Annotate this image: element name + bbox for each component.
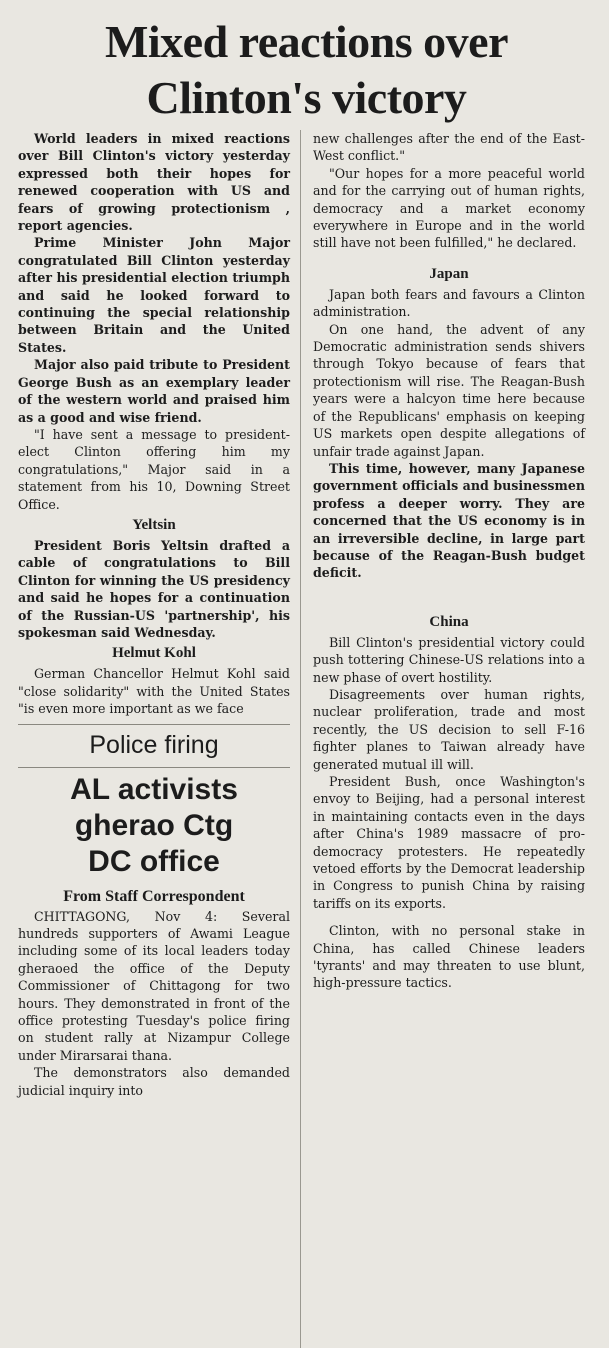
intro-paragraph: Prime Minister John Major congratulated Bill Clinton yesterday after his presidential election triumph and said he looked forward to continuing the special relationship between Britain and the United States. — [18, 235, 290, 355]
left-column — [18, 130, 290, 1099]
china-paragraph: President Bush, once Washington's envoy to Beijing, had a personal interest in maintaining contacts even in the days after China's 1989 massacre of pro-democracy protesters. He repeatedly vetoed efforts by the Democrat leadership in Congress to punish China by raising tariffs on its exports. — [313, 774, 585, 911]
right-column — [313, 130, 585, 992]
article-columns — [18, 130, 595, 1348]
china-paragraph: Bill Clinton's presidential victory could push tottering Chinese-US relations into a new phase of overt hostility. — [313, 634, 585, 685]
police-story-headline — [18, 772, 290, 880]
police-story-paragraph: The demonstrators also demanded judicial inquiry into — [18, 1065, 290, 1098]
headline-line-2: Clinton's victory — [146, 72, 467, 123]
police-headline-line-2: gherao Ctg — [74, 808, 234, 842]
kohl-paragraph: German Chancellor Helmut Kohl said "close solidarity" with the United States "is even more important as we face — [18, 666, 290, 717]
continuation-paragraph: "Our hopes for a more peaceful world and for the carrying out of human rights, democracy and a market economy everywhere in Europe and in the world still have not been fulfilled," he declared. — [313, 165, 585, 251]
headline-line-1: Mixed reactions over — [104, 16, 509, 67]
japan-paragraph: This time, however, many Japanese government officials and businessmen profess a deeper worry. They are concerned that the US economy is in an irreversible decline, in large part because of the Reagan-Bush budget deficit. — [313, 460, 585, 581]
police-story-kicker: Police firing — [89, 730, 219, 759]
japan-paragraph: Japan both fears and favours a Clinton administration. — [313, 286, 585, 320]
story-separator — [18, 724, 290, 725]
intro-paragraph: World leaders in mixed reactions over Bill Clinton's victory yesterday expressed both their hopes for renewed cooperation with US and fears of growing protectionism , report agencies. — [18, 131, 290, 234]
subheading-yeltsin: Yeltsin — [132, 516, 176, 533]
intro-paragraph: Major also paid tribute to President George Bush as an exemplary leader of the western world and praised him as a good and wise friend. — [18, 357, 290, 425]
subheading-japan: Japan — [429, 265, 469, 282]
yeltsin-paragraph: President Boris Yeltsin drafted a cable of congratulations to Bill Clinton for winning the US presidency and said he hopes for a continuation of the Russian-US 'partnership', his spokesman said Wednesday. — [18, 537, 290, 640]
china-paragraph: Disagreements over human rights, nuclear proliferation, trade and most recently, the US decision to sell F-16 fighter planes to Taiwan already have generated mutual ill will. — [313, 686, 585, 772]
subheading-kohl: Helmut Kohl — [112, 645, 196, 662]
china-paragraph: Clinton, with no personal stake in China, has called Chinese leaders 'tyrants' and may threaten to use blunt, high-pressure tactics. — [313, 923, 585, 991]
police-story-paragraph: CHITTAGONG, Nov 4: Several hundreds supporters of Awami League including some of its local leaders today gheraoed the office of the Deputy Commissioner of Chittagong for two hours. They demonstrated in front of the office protesting Tuesday's police firing on student rally at Nizampur College under Mirarsarai thana. — [18, 908, 290, 1063]
continuation-paragraph: new challenges after the end of the East-West conflict." — [313, 131, 585, 164]
byline: From Staff Correspondent — [63, 887, 245, 905]
kicker-rule — [18, 767, 290, 768]
headline — [18, 0, 595, 126]
subheading-china: China — [429, 613, 469, 630]
japan-paragraph: On one hand, the advent of any Democratic administration sends shivers through Tokyo because of fears that protectionism will rise. The Reagan-Bush years were a halcyon time here because of the Republicans' emphasis on keeping US markets open despite allegations of unfair trade against Japan. — [313, 321, 585, 459]
police-headline-line-1: AL activists — [70, 772, 238, 806]
column-divider — [300, 130, 301, 1348]
intro-paragraph: "I have sent a message to president-elect Clinton offering him my congratulations," Major said in a statement from his 10, Downing Street Office. — [18, 426, 290, 512]
police-headline-line-3: DC office — [88, 844, 220, 878]
